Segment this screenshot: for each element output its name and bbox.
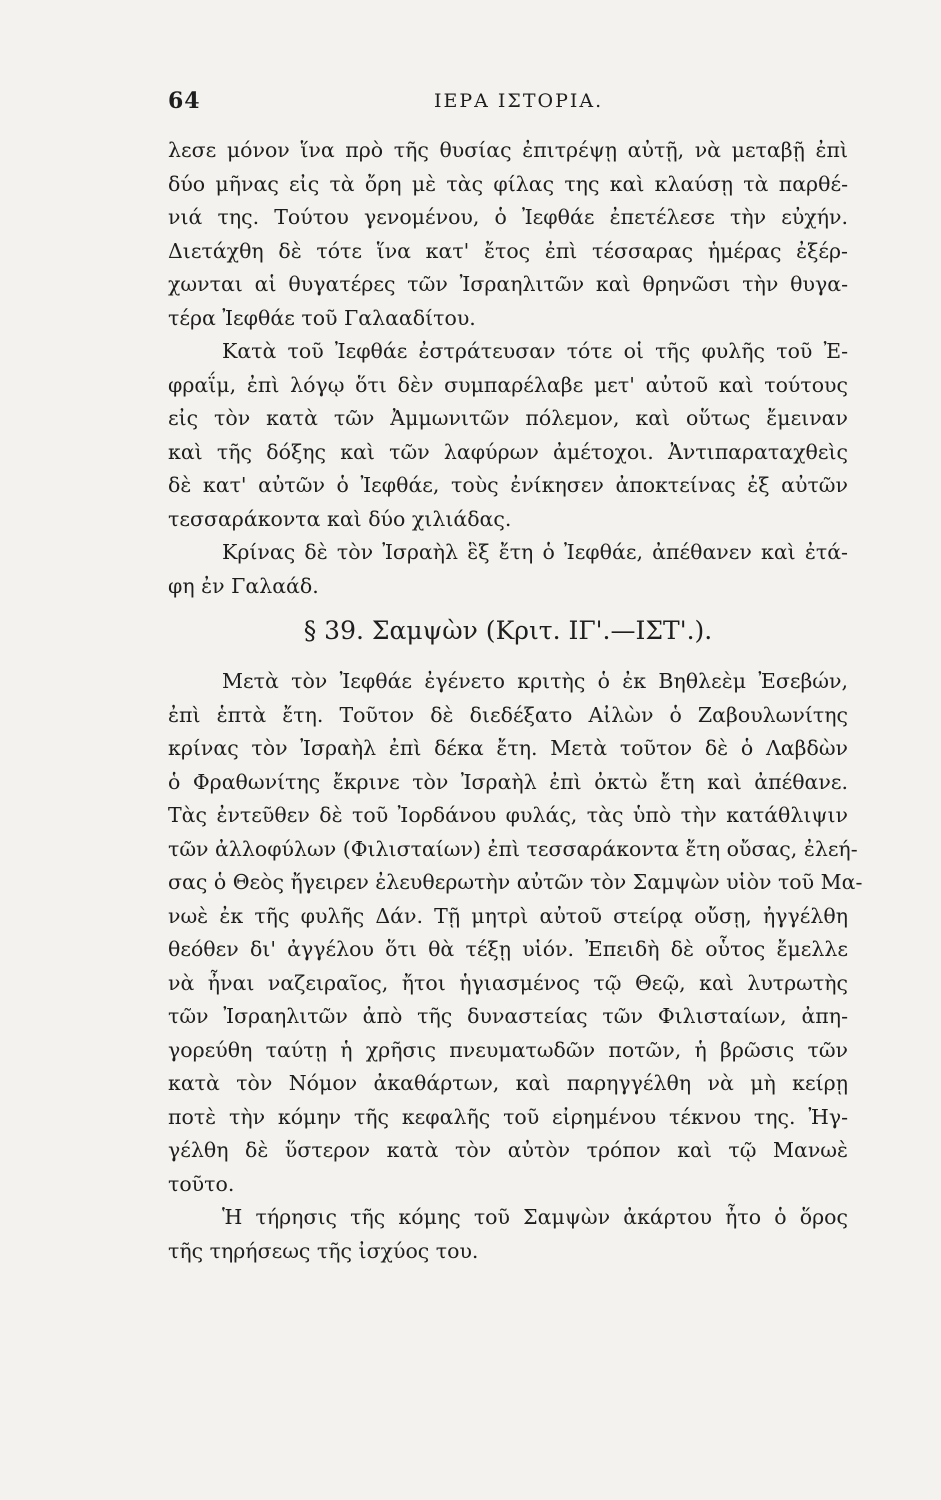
text-line: νὰ ἦναι ναζειραῖος, ἤτοι ἡγιασμένος τῷ Θεῷ, καὶ λυτρωτὴς (168, 970, 848, 995)
text-line: χωνται αἱ θυγατέρες τῶν Ἰσραηλιτῶν καὶ θρηνῶσι τὴν θυγα- (168, 272, 848, 296)
text-line: Κατὰ τοῦ Ἰεφθάε ἐστράτευσαν τότε οἱ τῆς φυλῆς τοῦ Ἐ- (222, 339, 848, 363)
running-head: ΙΕΡΑ ΙΣΤΟΡΙΑ. (434, 90, 604, 112)
text-line: Κρίνας δὲ τὸν Ἰσραὴλ ἓξ ἔτη ὁ Ἰεφθάε, ἀπέθανεν καὶ ἐτά- (222, 540, 848, 564)
text-line: εἰς τὸν κατὰ τῶν Ἀμμωνιτῶν πόλεμον, καὶ οὕτως ἔμειναν (168, 406, 848, 430)
text-line: τῆς τηρήσεως τῆς ἰσχύος του. (168, 1238, 479, 1263)
text-line: κρίνας τὸν Ἰσραὴλ ἐπὶ δέκα ἔτη. Μετὰ τοῦτον δὲ ὁ Λαβδὼν (168, 736, 848, 760)
text-line: φραΐμ, ἐπὶ λόγῳ ὅτι δὲν συμπαρέλαβε μετ' αὐτοῦ καὶ τούτους (168, 372, 848, 397)
body-text (168, 134, 863, 1268)
text-line: σας ὁ Θεὸς ἤγειρεν ἐλευθερωτὴν αὐτῶν τὸν Σαμψὼν υἱὸν τοῦ Μα- (168, 870, 863, 894)
text-line: γορεύθη ταύτῃ ἡ χρῆσις πνευματωδῶν ποτῶν, ἡ βρῶσις τῶν (168, 1037, 848, 1062)
text-line: τεσσαράκοντα καὶ δύο χιλιάδας. (168, 506, 512, 531)
text-line: Ἡ τήρησις τῆς κόμης τοῦ Σαμψὼν ἀκάρτου ἦτο ὁ ὅρος (222, 1205, 848, 1229)
text-line: ὁ Φραθωνίτης ἔκρινε τὸν Ἰσραὴλ ἐπὶ ὀκτὼ ἔτη καὶ ἀπέθανε. (168, 769, 848, 794)
text-line: θεόθεν δι' ἀγγέλου ὅτι θὰ τέξῃ υἱόν. Ἐπειδὴ δὲ οὗτος ἔμελλε (168, 937, 848, 961)
text-line: δὲ κατ' αὐτῶν ὁ Ἰεφθάε, τοὺς ἐνίκησεν ἀποκτείνας ἐξ αὐτῶν (168, 473, 848, 497)
text-line: τῶν Ἰσραηλιτῶν ἀπὸ τῆς δυναστείας τῶν Φιλισταίων, ἀπη- (168, 1004, 848, 1028)
text-line: δύο μῆνας εἰς τὰ ὄρη μὲ τὰς φίλας της καὶ κλαύσῃ τὰ παρθέ- (168, 171, 848, 196)
text-line: τῶν ἀλλοφύλων (Φιλισταίων) ἐπὶ τεσσαράκοντα ἔτη οὔσας, ἐλεή- (168, 836, 858, 861)
text-line: λεσε μόνον ἵνα πρὸ τῆς θυσίας ἐπιτρέψῃ αὐτῇ, νὰ μεταβῇ ἐπὶ (168, 138, 848, 162)
text-line: γέλθη δὲ ὕστερον κατὰ τὸν αὐτὸν τρόπον καὶ τῷ Μανωὲ (168, 1138, 848, 1162)
text-line: φη ἐν Γαλαάδ. (168, 573, 319, 598)
text-line: καὶ τῆς δόξης καὶ τῶν λαφύρων ἀμέτοχοι. Ἀντιπαραταχθεὶς (168, 439, 848, 464)
text-line: ποτὲ τὴν κόμην τῆς κεφαλῆς τοῦ εἰρημένου τέκνου της. Ἠγ- (168, 1104, 848, 1129)
text-line: τέρα Ἰεφθάε τοῦ Γαλααδίτου. (168, 305, 476, 330)
text-line: ἐπὶ ἑπτὰ ἔτη. Τοῦτον δὲ διεδέξατο Αἰλὼν ὁ Ζαβουλωνίτης (168, 702, 848, 727)
text-line: Τὰς ἐντεῦθεν δὲ τοῦ Ἰορδάνου φυλάς, τὰς ὑπὸ τὴν κατάθλιψιν (168, 803, 848, 827)
section-heading: § 39. Σαμψὼν (Κριτ. ΙΓ'.—ΙΣΤ'.). (303, 616, 713, 645)
text-line: κατὰ τὸν Νόμον ἀκαθάρτων, καὶ παρηγγέλθη νὰ μὴ κείρῃ (168, 1071, 848, 1095)
text-line: νωὲ ἐκ τῆς φυλῆς Δάν. Τῇ μητρὶ αὐτοῦ στείρᾳ οὔσῃ, ἠγγέλθη (168, 903, 848, 928)
text-line: Διετάχθη δὲ τότε ἵνα κατ' ἔτος ἐπὶ τέσσαρας ἡμέρας ἐξέρ- (168, 238, 848, 263)
text-line: Μετὰ τὸν Ἰεφθάε ἐγένετο κριτὴς ὁ ἐκ Βηθλεὲμ Ἐσεβών, (222, 669, 848, 693)
page-number: 64 (168, 88, 201, 114)
text-line: τοῦτο. (168, 1171, 235, 1196)
page-header (164, 88, 844, 118)
text-line: νιά της. Τούτου γενομένου, ὁ Ἰεφθάε ἐπετέλεσε τὴν εὐχήν. (168, 205, 848, 229)
